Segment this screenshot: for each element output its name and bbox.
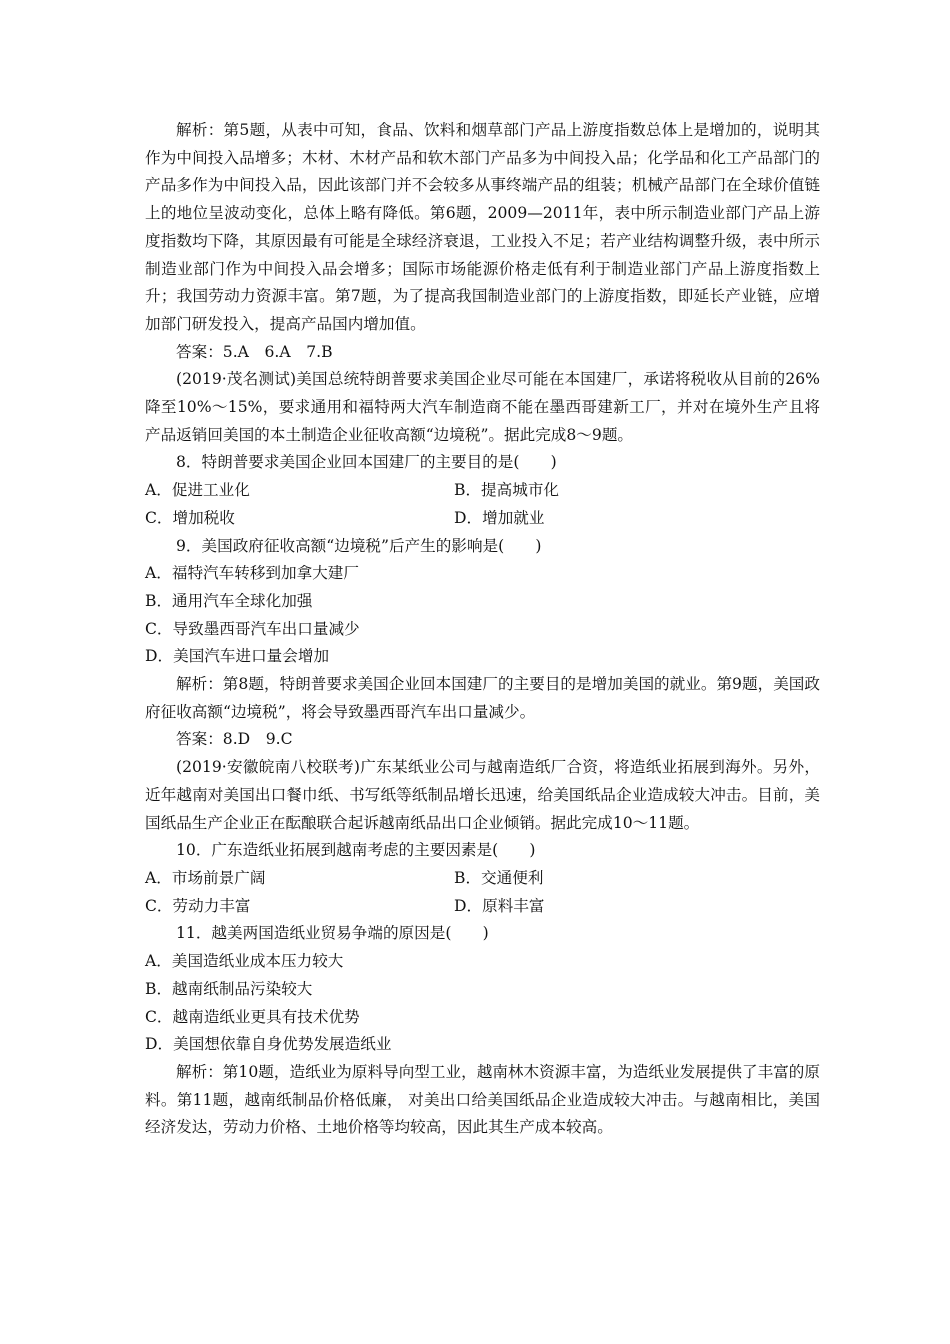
question-8-option-a: A．促进工业化: [145, 481, 250, 500]
question-9-option-c: C．导致墨西哥汽车出口量减少: [145, 619, 360, 638]
question-8-option-d: D．增加就业: [454, 508, 545, 527]
question-11-option-d: D．美国想依靠自身优势发展造纸业: [145, 1035, 392, 1054]
answer-5-7: 答案：5.A 6.A 7.B: [176, 342, 333, 361]
question-9-option-a: A．福特汽车转移到加拿大建厂: [145, 564, 359, 583]
question-10-options-row2: [145, 893, 820, 921]
question-8-options-row1: [145, 477, 820, 505]
question-10-option-c: C．劳动力丰富: [145, 896, 251, 915]
question-8-stem: 8．特朗普要求美国企业回本国建厂的主要目的是( ): [176, 453, 557, 472]
question-9-stem: 9．美国政府征收高额“边境税”后产生的影响是( ): [176, 536, 542, 555]
material-8-9: (2019·茂名测试)美国总统特朗普要求美国企业尽可能在本国建厂，承诺将税收从目前的26%降至10%～15%，要求通用和福特两大汽车制造商不能在墨西哥建新工厂，并对在境外生产且将产品返销回美国的本土制造企业征收高额“边境税”。据此完成8～9题。: [145, 370, 820, 444]
question-10-option-b: B．交通便利: [454, 868, 544, 887]
question-8-option-b: B．提高城市化: [454, 481, 560, 500]
answer-8-9: 答案：8.D 9.C: [176, 730, 293, 749]
question-9-option-d: D．美国汽车进口量会增加: [145, 647, 330, 666]
question-10-option-a: A．市场前景广阔: [145, 868, 266, 887]
question-11-stem: 11．越美两国造纸业贸易争端的原因是( ): [176, 924, 489, 943]
question-8-options-row2: [145, 505, 820, 533]
question-9-option-b: B．通用汽车全球化加强: [145, 591, 313, 610]
document-body: [145, 117, 820, 1142]
question-8-option-c: C．增加税收: [145, 508, 235, 527]
analysis-8-9: 解析：第8题，特朗普要求美国企业回本国建厂的主要目的是增加美国的就业。第9题，美国政府征收高额“边境税”，将会导致墨西哥汽车出口量减少。: [145, 675, 820, 721]
question-10-option-d: D．原料丰富: [454, 896, 545, 915]
question-10-options-row1: [145, 865, 820, 893]
question-11-option-b: B．越南纸制品污染较大: [145, 979, 313, 998]
question-11-option-c: C．越南造纸业更具有技术优势: [145, 1007, 360, 1026]
analysis-10-11: 解析：第10题，造纸业为原料导向型工业，越南林木资源丰富，为造纸业发展提供了丰富的原料。第11题，越南纸制品价格低廉， 对美出口给美国纸品企业造成较大冲击。与越南相比，美国经济发达，劳动力价格、土地价格等均较高，因此其生产成本较高。: [145, 1062, 820, 1137]
question-10-stem: 10．广东造纸业拓展到越南考虑的主要因素是( ): [176, 841, 536, 860]
question-11-option-a: A．美国造纸业成本压力较大: [145, 952, 344, 971]
analysis-5-7: 解析：第5题，从表中可知，食品、饮料和烟草部门产品上游度指数总体上是增加的，说明其作为中间投入品增多；木材、木材产品和软木部门产品多为中间投入品；化学品和化工产品部门的产品多作为中间投入品，因此该部门并不会较多从事终端产品的组装；机械产品部门在全球价值链上的地位呈波动变化，总体上略有降低。第6题，2009—2011年，表中所示制造业部门产品上游度指数均下降，其原因最有可能是全球经济衰退，工业投入不足；若产业结构调整升级，表中所示制造业部门作为中间投入品会增多；国际市场能源价格走低有利于制造业部门产品上游度指数上升；我国劳动力资源丰富。第7题，为了提高我国制造业部门的上游度指数，即延长产业链，应增加部门研发投入，提高产品国内增加值。: [145, 121, 820, 333]
material-10-11: (2019·安徽皖南八校联考)广东某纸业公司与越南造纸厂合资，将造纸业拓展到海外。另外，近年越南对美国出口餐巾纸、书写纸等纸制品增长迅速，给美国纸品企业造成较大冲击。目前，美国纸品生产企业正在酝酿联合起诉越南纸品出口企业倾销。据此完成10～11题。: [145, 758, 820, 832]
